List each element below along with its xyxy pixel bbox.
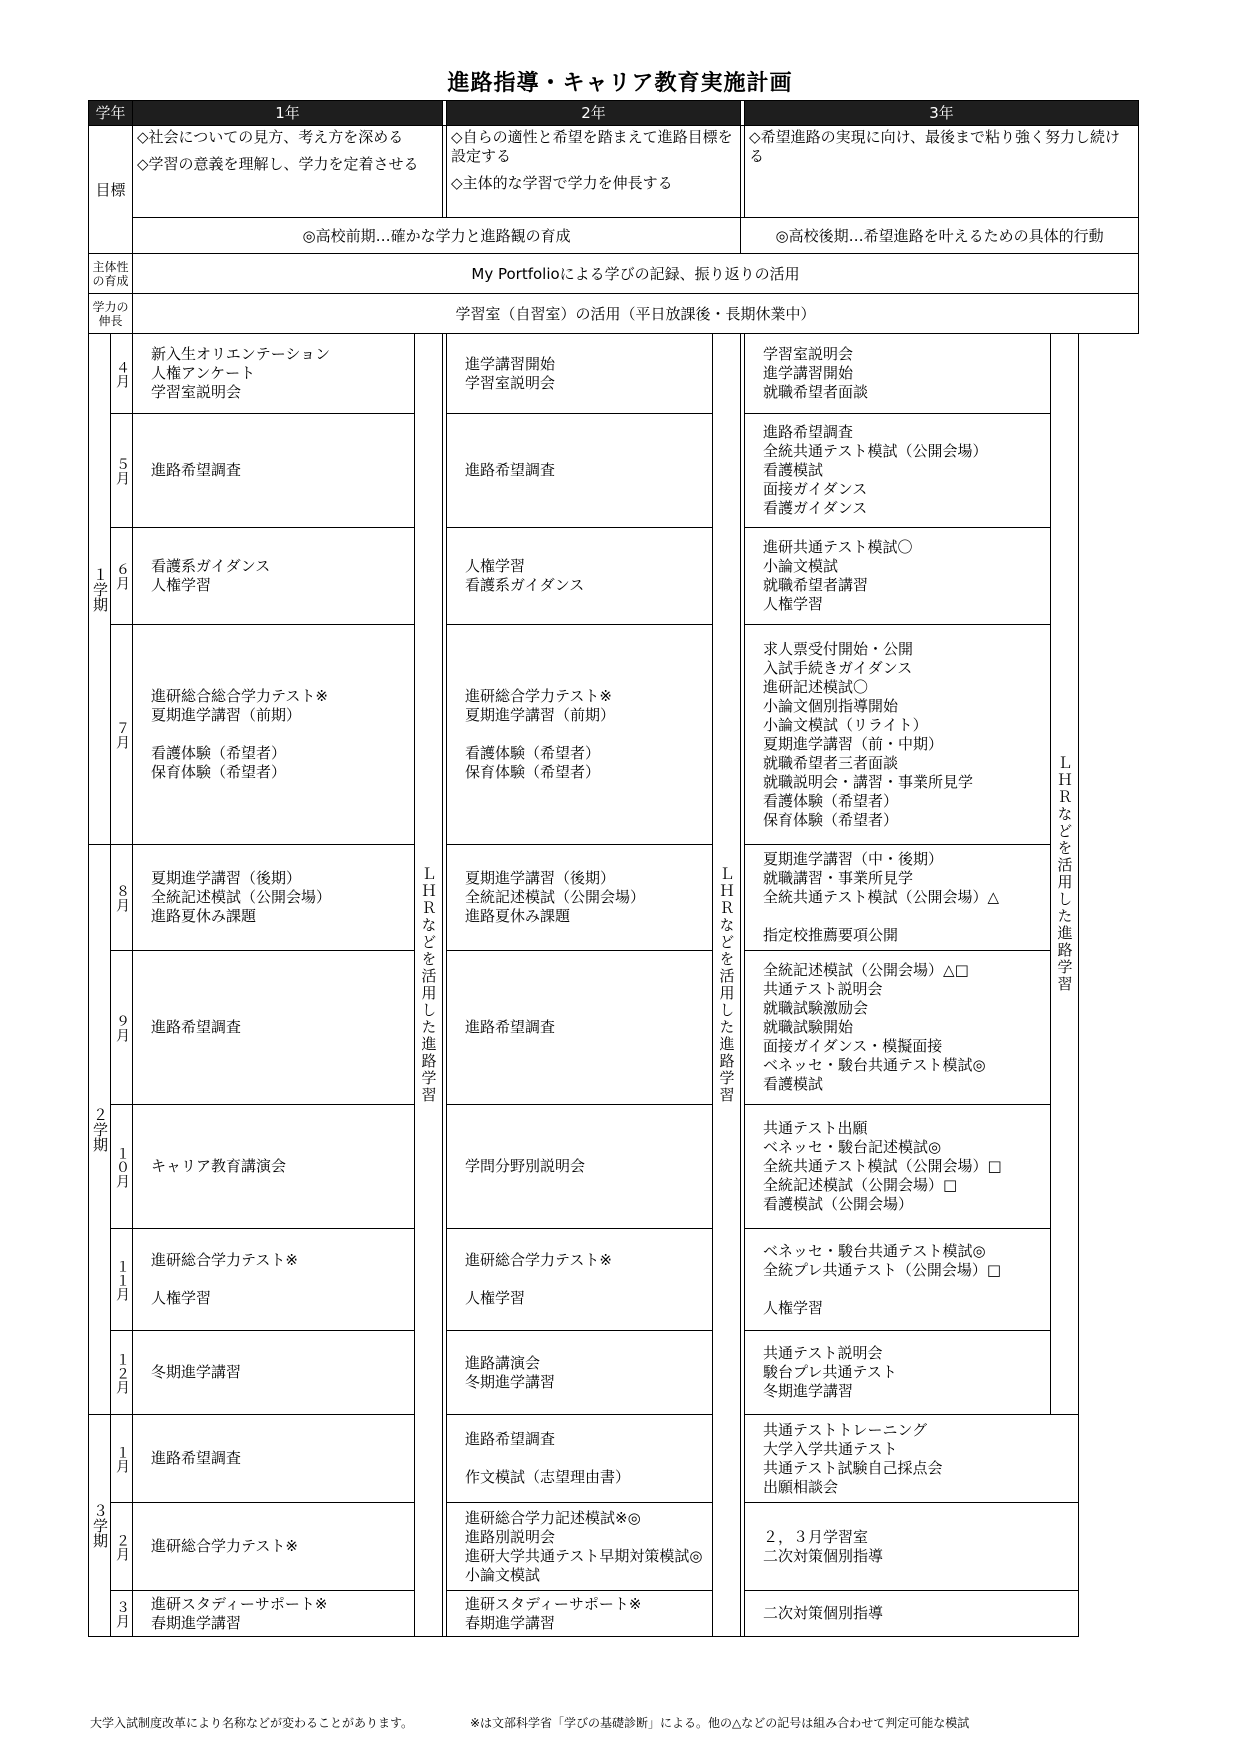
grade3-plan: 全統記述模試（公開会場）△□ 共通テスト説明会 就職試験激励会 就職試験開始 面接ガイダンス・模擬面接 ベネッセ・駿台共通テスト模試◎ 看護模試: [745, 951, 1051, 1105]
month-row: [89, 414, 1139, 528]
grade2-plan: 進研総合学力テスト※ 夏期進学講習（前期） 看護体験（希望者） 保育体験（希望者）: [447, 625, 713, 845]
grade2-plan: 人権学習 看護系ガイダンス: [447, 528, 713, 625]
month-row: [89, 1229, 1139, 1331]
ability-label: 学力の伸長: [89, 294, 133, 334]
grade-header-1: 1年: [133, 101, 443, 126]
term-3: ３学期: [89, 1415, 111, 1637]
month-row: [89, 951, 1139, 1105]
grade1-plan: 進路希望調査: [133, 951, 415, 1105]
grade2-plan: 進路希望調査: [447, 414, 713, 528]
period-row: [89, 218, 1139, 254]
grade3-plan: 求人票受付開始・公開 入試手続きガイダンス 進研記述模試〇 小論文個別指導開始 小論文模試（リライト） 夏期進学講習（前・中期） 就職希望者三者面談 就職説明会・講習・事業所見学 看護体験（希望者） 保育体験（希望者）: [745, 625, 1051, 845]
grade2-plan: 進路希望調査: [447, 951, 713, 1105]
grade3-plan: ２，３月学習室 二次対策個別指導: [745, 1503, 1079, 1591]
month-row: [89, 625, 1139, 845]
month-label: ３月: [111, 1591, 133, 1637]
grade1-plan: 新入生オリエンテーション 人権アンケート 学習室説明会: [133, 334, 415, 414]
month-row: [89, 334, 1139, 414]
grade3-plan: 進研共通テスト模試〇 小論文模試 就職希望者講習 人権学習: [745, 528, 1051, 625]
goals-grade-3: [745, 126, 1139, 218]
month-label: ４月: [111, 334, 133, 414]
grade1-plan: 進研総合学力テスト※: [133, 1503, 415, 1591]
grade1-plan: 進研総合総合学力テスト※ 夏期進学講習（前期） 看護体験（希望者） 保育体験（希望者）: [133, 625, 415, 845]
grade2-plan: 進学講習開始 学習室説明会: [447, 334, 713, 414]
grade1-plan: キャリア教育講演会: [133, 1105, 415, 1229]
goals-grade-1: [133, 126, 443, 218]
footnote-left: 大学入試制度改革により名称などが変わることがあります。: [90, 1716, 414, 1730]
grade3-plan: 共通テスト出願 ベネッセ・駿台記述模試◎ 全統共通テスト模試（公開会場）□ 全統記述模試（公開会場）□ 看護模試（公開会場）: [745, 1105, 1051, 1229]
grade1-plan: 看護系ガイダンス 人権学習: [133, 528, 415, 625]
goals-grade-2: [447, 126, 741, 218]
goal-text: ◇主体的な学習で学力を伸長する: [451, 174, 673, 192]
grade-header-3: 3年: [745, 101, 1139, 126]
month-label: １月: [111, 1415, 133, 1503]
lhr-grade-2: ＬＨＲなどを活用した進路学習: [713, 334, 741, 1637]
grade3-plan: 夏期進学講習（中・後期） 就職講習・事業所見学 全統共通テスト模試（公開会場）△ 指定校推薦要項公開: [745, 845, 1051, 951]
lhr-grade-1: ＬＨＲなどを活用した進路学習: [415, 334, 443, 1637]
early-period: ◎高校前期…確かな学力と進路観の育成: [133, 218, 741, 254]
month-label: １０月: [111, 1105, 133, 1229]
grade1-plan: 進路希望調査: [133, 414, 415, 528]
goal-text: ◇学習の意義を理解し、学力を定着させる: [137, 155, 419, 173]
month-label: ９月: [111, 951, 133, 1105]
grade3-plan: 進路希望調査 全統共通テスト模試（公開会場） 看護模試 面接ガイダンス 看護ガイダンス: [745, 414, 1051, 528]
month-row: [89, 1591, 1139, 1637]
ability-row: [89, 294, 1139, 334]
month-label: １１月: [111, 1229, 133, 1331]
grade3-plan: ベネッセ・駿台共通テスト模試◎ 全統プレ共通テスト（公開会場）□ 人権学習: [745, 1229, 1051, 1331]
month-label: １２月: [111, 1331, 133, 1415]
grade3-plan: 二次対策個別指導: [745, 1591, 1079, 1637]
month-row: [89, 845, 1139, 951]
month-row: [89, 1415, 1139, 1503]
initiative-row: [89, 254, 1139, 294]
month-label: ８月: [111, 845, 133, 951]
month-row: [89, 1331, 1139, 1415]
grade2-plan: 進研総合学力テスト※ 人権学習: [447, 1229, 713, 1331]
grade2-plan: 夏期進学講習（後期） 全統記述模試（公開会場） 進路夏休み課題: [447, 845, 713, 951]
plan-table: [88, 100, 1139, 1637]
ability-text: 学習室（自習室）の活用（平日放課後・長期休業中）: [133, 294, 1139, 334]
grade1-plan: 進研スタディーサポート※ 春期進学講習: [133, 1591, 415, 1637]
month-label: ５月: [111, 414, 133, 528]
month-row: [89, 528, 1139, 625]
month-row: [89, 1503, 1139, 1591]
term-2: ２学期: [89, 845, 111, 1415]
goal-text: ◇自らの適性と希望を踏まえて進路目標を設定する: [451, 128, 733, 165]
grade2-plan: 進路講演会 冬期進学講習: [447, 1331, 713, 1415]
term-1: １学期: [89, 334, 111, 845]
grade2-plan: 進研総合学力記述模試※◎ 進路別説明会 進研大学共通テスト早期対策模試◎ 小論文模試: [447, 1503, 713, 1591]
footnote-right: ※は文部科学省「学びの基礎診断」による。他の△などの記号は組み合わせて判定可能な模試: [470, 1716, 970, 1730]
initiative-text: My Portfolioによる学びの記録、振り返りの活用: [133, 254, 1139, 294]
goal-text: ◇希望進路の実現に向け、最後まで粘り強く努力し続ける: [749, 128, 1120, 165]
month-label: ２月: [111, 1503, 133, 1591]
grade-header-2: 2年: [447, 101, 741, 126]
grade1-plan: 進研総合学力テスト※ 人権学習: [133, 1229, 415, 1331]
month-label: ７月: [111, 625, 133, 845]
grade3-plan: 共通テストトレーニング 大学入学共通テスト 共通テスト試験自己採点会 出願相談会: [745, 1415, 1079, 1503]
goal-text: ◇社会についての見方、考え方を深める: [137, 128, 404, 146]
lhr-grade-3: ＬＨＲなどを活用した進路学習: [1051, 334, 1079, 1415]
month-row: [89, 1105, 1139, 1229]
grade-header-label: 学年: [89, 101, 133, 126]
grade3-plan: 共通テスト説明会 駿台プレ共通テスト 冬期進学講習: [745, 1331, 1051, 1415]
initiative-label: 主体性の育成: [89, 254, 133, 294]
grade1-plan: 冬期進学講習: [133, 1331, 415, 1415]
grade2-plan: 進研スタディーサポート※ 春期進学講習: [447, 1591, 713, 1637]
month-label: ６月: [111, 528, 133, 625]
goals-row: [89, 126, 1139, 218]
grade2-plan: 学問分野別説明会: [447, 1105, 713, 1229]
grade1-plan: 夏期進学講習（後期） 全統記述模試（公開会場） 進路夏休み課題: [133, 845, 415, 951]
page-title: 進路指導・キャリア教育実施計画: [447, 71, 793, 96]
header-row: [89, 101, 1139, 126]
grade1-plan: 進路希望調査: [133, 1415, 415, 1503]
late-period: ◎高校後期…希望進路を叶えるための具体的行動: [741, 218, 1139, 254]
grade2-plan: 進路希望調査 作文模試（志望理由書）: [447, 1415, 713, 1503]
grade3-plan: 学習室説明会 進学講習開始 就職希望者面談: [745, 334, 1051, 414]
goals-label: 目標: [89, 126, 133, 254]
